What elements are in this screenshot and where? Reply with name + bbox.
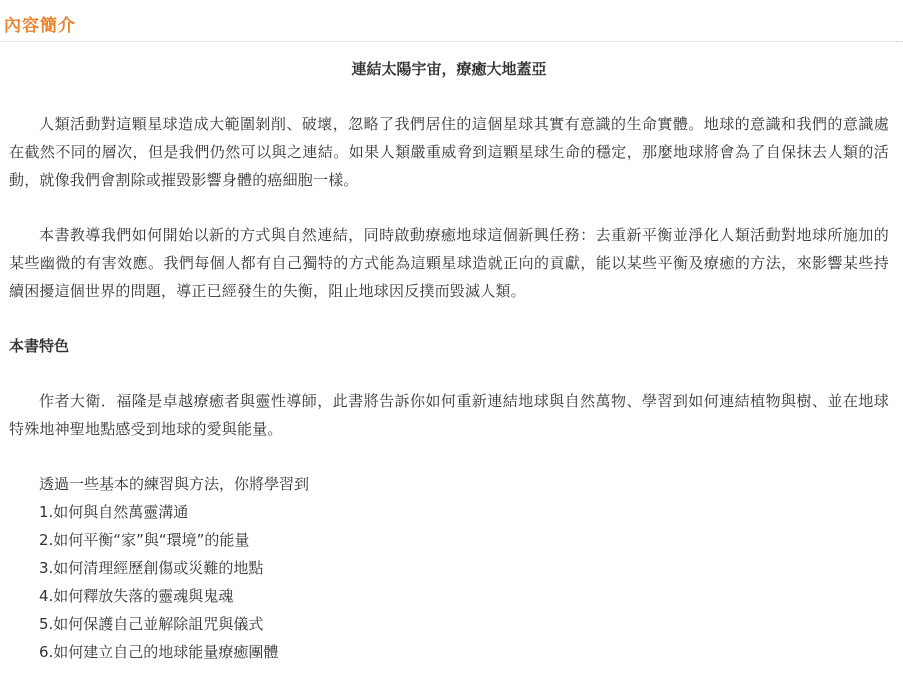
features-paragraph: 作者大衛．福隆是卓越療癒者與靈性導師，此書將告訴你如何重新連結地球與自然萬物、學習到如何連結植物與樹、並在地球特殊地神聖地點感受到地球的愛與能量。 [9,392,889,438]
list-item: 4.如何釋放失落的靈魂與鬼魂 [39,587,234,605]
features-heading: 本書特色 [9,337,70,355]
intro-paragraph-1: 人類活動對這顆星球造成大範圍剝削、破壞，忽略了我們居住的這個星球其實有意識的生命實體。地球的意識和我們的意識處在截然不同的層次，但是我們仍然可以與之連結。如果人類嚴重威脅到這顆星球生命的穩定，那麼地球將會為了自保抹去人類的活動，就像我們會割除或摧毀影響身體的癌細胞一樣。 [9,115,889,189]
article-headline: 連結太陽宇宙，療癒大地蓋亞 [351,60,547,78]
list-item: 5.如何保護自己並解除詛咒與儀式 [39,615,264,633]
list-item: 2.如何平衡“家”與“環境”的能量 [39,531,250,549]
section-header [0,0,903,42]
section-title: 內容簡介 [4,16,76,36]
article-content [9,55,889,666]
list-item: 1.如何與自然萬靈溝通 [39,503,189,521]
learning-list [9,498,889,666]
list-intro: 透過一些基本的練習與方法，你將學習到 [39,475,310,493]
intro-paragraph-2: 本書教導我們如何開始以新的方式與自然連結，同時啟動療癒地球這個新興任務：去重新平衡並淨化人類活動對地球所施加的某些幽微的有害效應。我們每個人都有自己獨特的方式能為這顆星球造就正向的貢獻，能以某些平衡及療癒的方法，來影響某些持續困擾這個世界的問題，導正已經發生的失衡，阻止地球因反撲而毀滅人類。 [9,226,889,300]
list-item: 3.如何清理經歷創傷或災難的地點 [39,559,264,577]
list-item: 6.如何建立自己的地球能量療癒團體 [39,643,279,661]
